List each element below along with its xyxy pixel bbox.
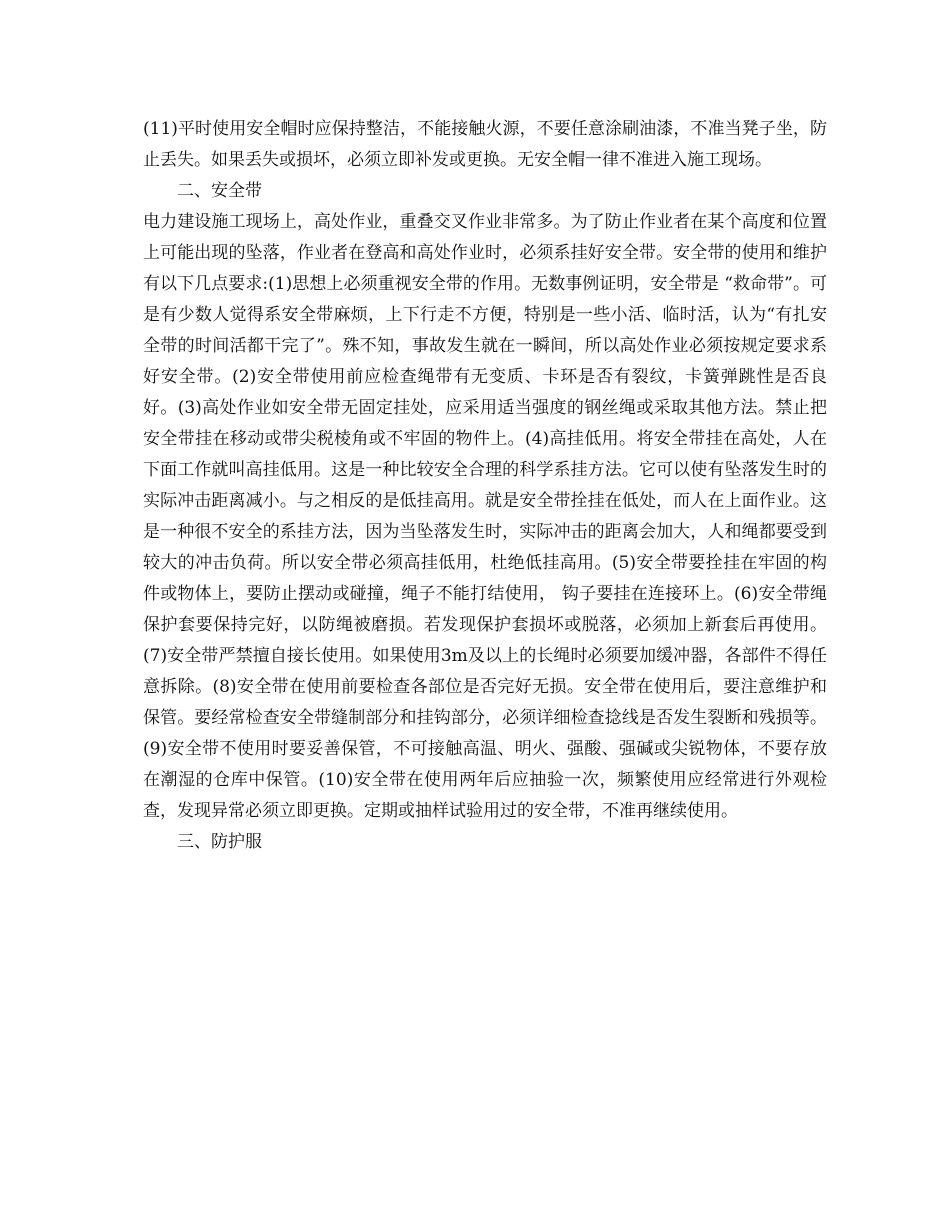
section-heading-safety-belt: 二、安全带 [177, 181, 262, 201]
section-heading-protective-clothing: 三、防护服 [177, 832, 262, 852]
document-body [143, 114, 827, 858]
paragraph-safety-belt: 电力建设施工现场上，高处作业，重叠交叉作业非常多。为了防止作业者在某个高度和位置上可能出现的坠落，作业者在登高和高处作业时，必须系挂好安全带。安全带的使用和维护有以下几点要求:(1)思想上必须重视安全带的作用。无数事例证明，安全带是 “救命带”。可是有少数人觉得系安全带麻烦，上下行走不方便，特别是一些小活、临时活，认为“有扎安全带的时间活都干完了”。殊不知，事故发生就在一瞬间，所以高处作业必须按规定要求系好安全带。(2)安全带使用前应检查绳带有无变质、卡环是否有裂纹，卡簧弹跳性是否良好。(3)高处作业如安全带无固定挂处，应采用适当强度的钢丝绳或采取其他方法。禁止把安全带挂在移动或带尖税棱角或不牢固的物件上。(4)高挂低用。将安全带挂在高处，人在下面工作就叫高挂低用。这是一种比较安全合理的科学系挂方法。它可以使有坠落发生时的实际冲击距离减小。与之相反的是低挂高用。就是安全带拴挂在低处，而人在上面作业。这是一种很不安全的系挂方法，因为当坠落发生时，实际冲击的距离会加大，人和绳都要受到较大的冲击负荷。所以安全带必须高挂低用，杜绝低挂高用。(5)安全带要拴挂在牢固的构件或物体上，要防止摆动或碰撞，绳子不能打结使用， 钩子要挂在连接环上。(6)安全带绳保护套要保持完好，以防绳被磨损。若发现保护套损坏或脱落，必须加上新套后再使用。(7)安全带严禁擅自接长使用。如果使用3m及以上的长绳时必须要加缓冲器，各部件不得任意拆除。(8)安全带在使用前要检查各部位是否完好无损。安全带在使用后，要注意维护和保管。要经常检查安全带缝制部分和挂钩部分，必须详细检查捻线是否发生裂断和残损等。(9)安全带不使用时要妥善保管，不可接触高温、明火、强酸、强碱或尖锐物体，不要存放在潮湿的仓库中保管。(10)安全带在使用两年后应抽验一次，频繁使用应经常进行外观检查，发现异常必须立即更换。定期或抽样试验用过的安全带，不准再继续使用。 [143, 212, 827, 821]
paragraph-safety-helmet-11: (11)平时使用安全帽时应保持整洁，不能接触火源，不要任意涂刷油漆，不准当凳子坐，防止丢失。如果丢失或损坏，必须立即补发或更换。无安全帽一律不准进入施工现场。 [143, 119, 827, 170]
